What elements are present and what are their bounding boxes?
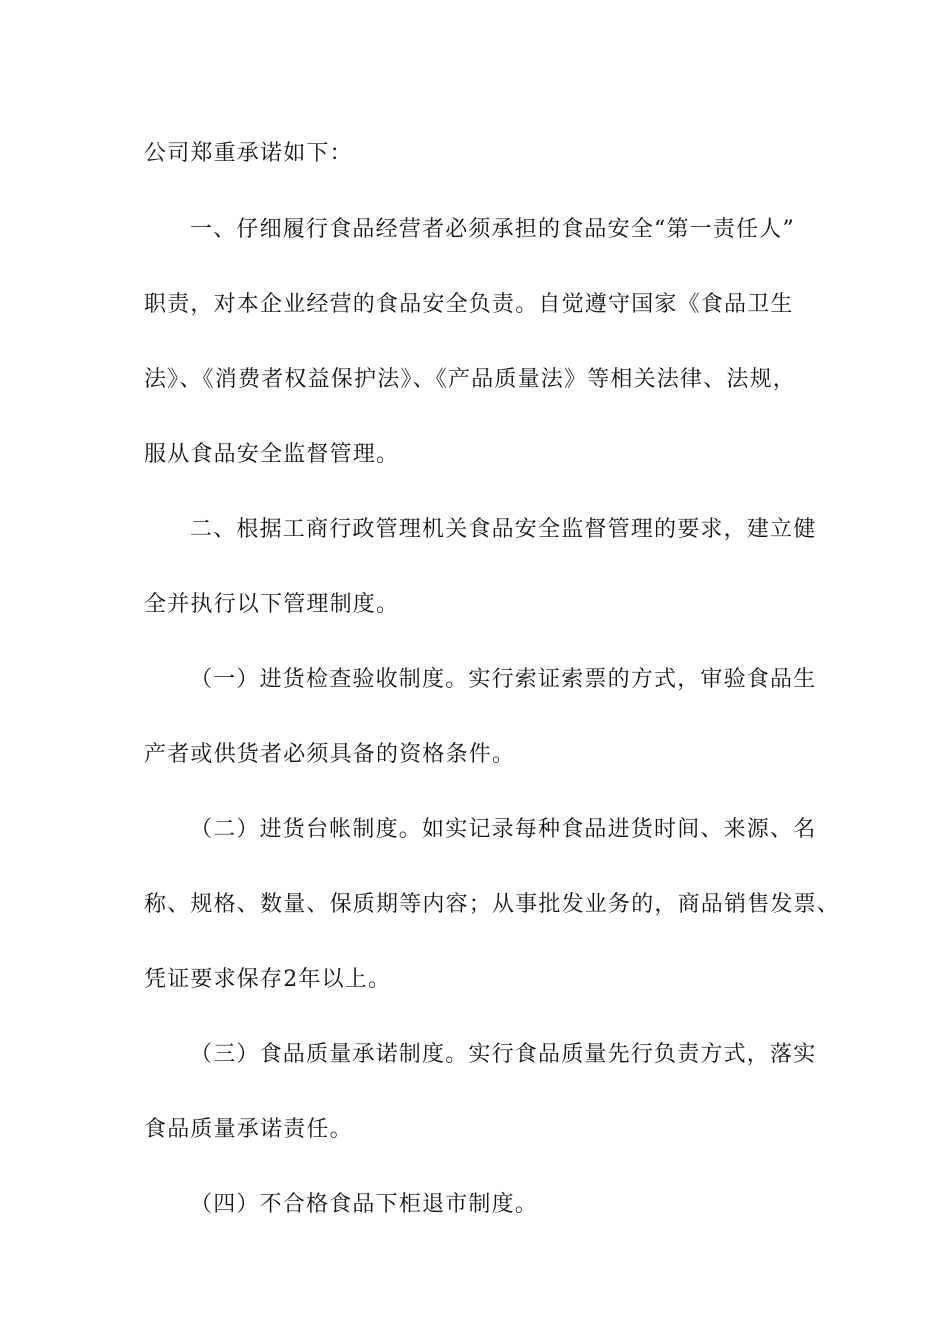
paragraph-line: 公司郑重承诺如下： bbox=[144, 141, 353, 166]
paragraph-line: 食品质量承诺责任。 bbox=[144, 1117, 353, 1142]
paragraph-line: （二）进货台帐制度。如实记录每种食品进货时间、来源、名 bbox=[190, 817, 817, 842]
paragraph-line: （三）食品质量承诺制度。实行食品质量先行负责方式，落实 bbox=[190, 1042, 817, 1067]
paragraph-line: 一、仔细履行食品经营者必须承担的食品安全“第一责任人” bbox=[190, 217, 795, 242]
paragraph-line: （一）进货检查验收制度。实行索证索票的方式，审验食品生 bbox=[190, 667, 817, 692]
paragraph-line: 法》、《消费者权益保护法》、《产品质量法》等相关法律、法规， bbox=[144, 367, 797, 392]
paragraph-line: 二、根据工商行政管理机关食品安全监督管理的要求，建立健 bbox=[190, 517, 817, 542]
paragraph-line: 产者或供货者必须具备的资格条件。 bbox=[144, 742, 516, 767]
paragraph-line: 服从食品安全监督管理。 bbox=[144, 442, 400, 467]
paragraph-line: 职责，对本企业经营的食品安全负责。自觉遵守国家《食品卫生 bbox=[144, 292, 794, 317]
paragraph-line: （四）不合格食品下柜退市制度。 bbox=[190, 1192, 539, 1217]
paragraph-line: 凭证要求保存2年以上。 bbox=[144, 967, 392, 992]
paragraph-line: 称、规格、数量、保质期等内容；从事批发业务的，商品销售发票、 bbox=[144, 892, 841, 917]
paragraph-line: 全并执行以下管理制度。 bbox=[144, 592, 400, 617]
